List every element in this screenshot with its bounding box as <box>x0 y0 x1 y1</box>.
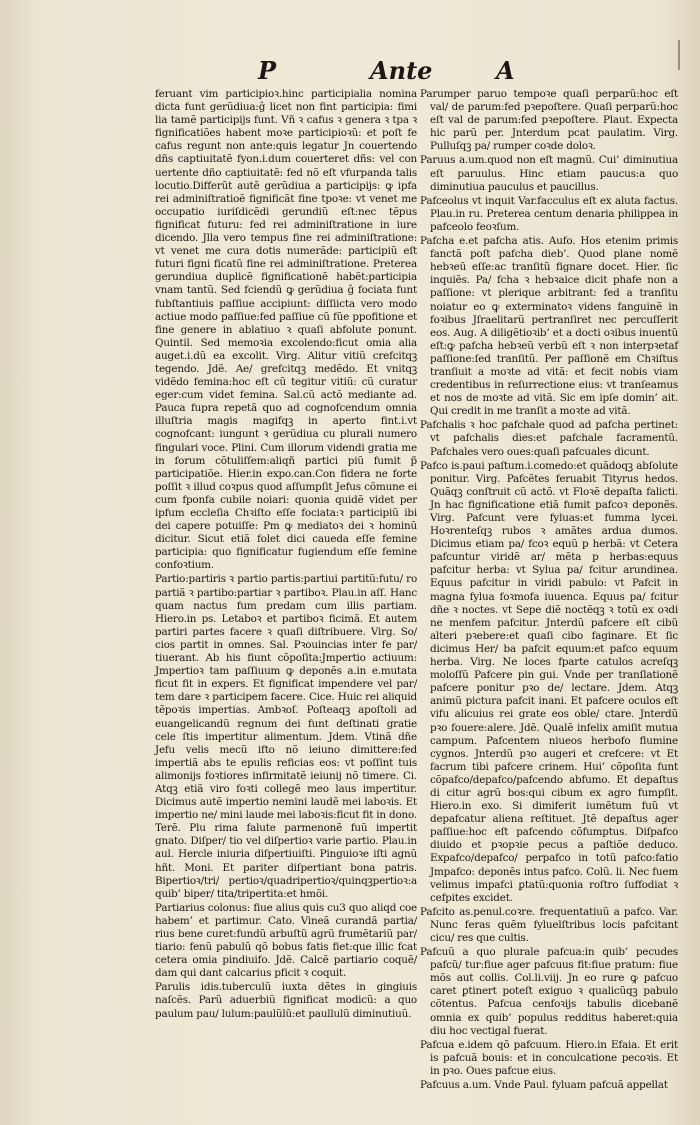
entry-paschalis: Pafchalis ꝛ hoc pafchale quod ad pafcha pertinet: vt pafchalis dies:et pafchale facramentũ. Pafchales vero oues:quaſi pafcuales dicunt. <box>420 419 678 458</box>
entry-pascha: Pafcha e.et pafcha atis. Aufo. Hos etenim primis fanctã poſt pafcha dieb’. Quod plane nomẽ hebꝛeũ eſſe:ac tranſitũ fignare docet. Hier. ſic inquiẽs. Pa/ fcha ꝛ hebꝛaice dicit phafe non a paſſione: vt plerique arbitrant: fed a tranſitu noiatur eo ꝙ exterminatoꝛ videns fanguinẽ in foꝛibus Jſraelitarũ pertranſiret nec percuſſerit eos. Aug. A diligẽtioꝛib’ et a docti oꝛibus inuentũ eſt:ꝙ pafcha hebꝛeũ verbũ eſt ꝛ non interpꝛetaf paſſione:ſed tranſitũ. Per paſſionẽ em Chꝛiſtus tranſiuit a moꝛte ad vitã: et fecit nobis viam credentibus in reſurrectione eius: vt tranſeamus et nos de moꝛte ad vitã. Sic em ipſe domin’ ait. Qui credit in me tranſit a moꝛte ad vitã. <box>420 235 678 418</box>
entry-parumper: Parumper paruo tempoꝛe quaſi perparũ:hoc eſt val/ de parum:fed pꝛepoſtere. Quaſi perparũ:hoc eſt val de parum:fed pꝛepoſtere. Plaut. Expecta hic parũ per. Jnterdum pcat paulatim. Virg. Pulluſqꝫ pa/ rumper coꝛde doloꝛ. <box>420 88 678 153</box>
entry-pascuum: Pafcuũ a quo plurale pafcua:in quib’ pecudes pafcũ/ tur:fiue ager pafcuus fit:fiue pratum: fiue mõs aut collis. Col.li.viij. Jn eo rure ꝙ pafcuo caret ꝑtinert poteſt exiguo ꝛ qualicũqꝫ pabulo cõtentus. Pafcua cenfoꝛijs tabulis dicebanẽ omnia ex quib’ populus redditus haberet:quia diu hoc vectigal fuerat. <box>420 946 678 1037</box>
entry-pasceolus: Pafceolus vt inquit Var.facculus eſt ex aluta factus. Plau.in ru. Preterea centum denaria philippea in pafceolo feoꝛſum. <box>420 194 678 233</box>
entry-partio: Partio:partiris ꝛ partio partis:partiui partitũ:futu/ ro partiã ꝛ partibo:partiar ꝛ partiboꝛ. Plau.in aſſ. Hanc quam nactus fum predam cum illis partiam. Hiero.in ps. Letaboꝛ et partiboꝛ ficimã. Et autem partiri partes facere ꝛ quaſi diſtribuere. Virg. So/ cios partit in omnes. Sal. Pꝛouincias inter fe par/ tiuerant. Ab his fiunt cõpoſita:Jmpertio actiuum: Jmpertioꝛ tam paſſiuum ꝙ deponẽs a.in e.mutata ficut fit in expers. Et fignificat impendere vel par/ tem dare ꝛ participem facere. Cice. Huic rei aliquid tẽpoꝛis impertias. Ambꝛoſ. Poſteaqꝫ apoſtoli ad euangelicandũ regnum dei funt deſtinati gratie cele ſtis impertitur alimentum. Jdem. Vtinã dñe Jefu velis mecũ ifto nõ ieiuno dimittere:fed impertiã abs te epulis reficias eos: vt poſſint tuis alimonijs foꝛtiores infirmitatẽ ieiunij nõ timere. Ci. Atqꝫ etiã viro foꝛti collegẽ meo laus impertitur. Dicimus autẽ impertio nemini laudẽ mei laboꝛis. Et impertio ne/ mini laude mei laboꝛis:ficut fit in dono. Terẽ. Plu rima falute parmenonẽ fuũ impertit gnato. Diſper/ tio vel diſpertioꝛ varie partio. Plau.in aul. Hercle iniuria diſpertiuiſti. Pinguioꝛe iſti agnũ hñt. Moni. Et pariter diſpertiant bona patris. Bipertioꝛ/tri/ pertioꝛ/quadripertioꝛ/quinqꝫpertioꝛ:a quib’ biper/ tita/tripertita:et hmõi. <box>155 573 417 900</box>
header-left-letter: P <box>258 56 277 85</box>
right-column <box>420 88 678 1093</box>
header-word: Ante <box>370 56 433 85</box>
entry-pascuus: Pafcuus a.um. Vnde Paul. fyluam pafcuã appellat <box>420 1079 668 1092</box>
entry-pascito: Pafcito as.penul.coꝛre. frequentatiuũ a pafco. Var. Nunc feras quẽm fyluelſtribus locis pafcitant cicu/ res que cultis. <box>420 905 678 944</box>
entry-participia: feruant vim participioꝛ.hinc participialia nomina dicta funt gerũdiua:ĝ licet non fint participia: fimi lia tamẽ participijs funt. Vñ ꝛ cafus ꝛ genera ꝛ tpa ꝛ fignificatiões habent moꝛe participioꝛũ: et poſt fe cafus regunt non ante:quis legatur Jn couertendo dñs captiuitatẽ fyon.i.dum couerteret dñs: vel con uertente dño captiuitatẽ: fed nõ eſt vfurpanda talis locutio.Differũt autẽ gerũdiua a participijs: ꝙ ipfa rei adminiſtratioẽ fignificãt fine tpoꝛe: vt venet me occupatio iuriſdicẽdi gerundiũ eſt:nec tẽpus fignificat futuru: fed rei adminiſtratione in iure dicendo. Jlla vero tempus fine rei adminiſtratione: vt venet me cura dotis numerãde: participiũ eſt futuri figni ficatũ fine rei adminiſtratione. Preterea gerundiua duplicẽ fignificationẽ habẽt:participia vnam tantũ. Sed fciendũ ꝙ gerũdiua ĝ fociata funt fubſtantiuis paſſiue accipiunt: diſſiicta vero modo actiue modo paſſiue:fed paſſiue cũ fũe ppofitione et fine genere in ablatiuo ꝛ quaſi abfolute ponunt. Quintil. Sed memoꝛia excolendo:ficut omia alia auget.i.dũ ea excolit. Virg. Alitur vitiũ crefcitqꝫ tegendo. Jdẽ. Ae/ grefcitqꝫ medẽdo. Et vnitqꝫ vidẽdo femina:hoc eſt cũ tegitur vitiũ: cũ curatur eger:cum videt femina. Sal.cũ actõ mediante ad. Pauca fupra repetã quo ad cognofcendum omnia illuſtria magis magifqꝫ in aperto fint.i.vt cognofcant: iungunt ꝛ gerũdiua cu plurali numero fingulari voce. Plini. Cum illorum videndi gratia me in forum cõtuliſſem:aliqñ partici piũ fumit p̃ participatiõe. Hier.in expo.can.Con fidera ne forte poſſit ꝛ illud coꝛpus quod aſſumpſit Jefus cõmune ei cum fponfa cubile noiari: quonia quidẽ videt per ipfum eccleſia Chꝛiſto eſſe fociata:ꝛ participiũ ibi dei capere potuiſſe: Pm ꝙ mediatoꝛ dei ꝛ hominũ dicitur. Sicut etiã folet dici caueda eſſe femine participia: quo fignificatur fugiendum eſſe femine confoꝛtium. <box>155 88 417 572</box>
entry-pascua: Pafcua e.idem qõ pafcuum. Hiero.in Efaia. Et erit is pafcuã bouis: et in conculcatione pecoꝛis. Et in pꝛo. Oues pafcue eius. <box>420 1038 678 1077</box>
entry-pasco: Pafco is.paui paſtum.i.comedo:et quãdoqꝫ abſolute ponitur. Virg. Pafcẽtes feruabit Tityrus hedos. Quãqꝫ conſtruit cũ actõ. vt Floꝛẽ depaſta falicti. Jn hac fignificatione etiã fumit pafcoꝛ deponẽs. Virg. Pafcunt vere fyluas:et fumma lycei. Hoꝛrenteſqꝫ rubos ꝛ amãtes ardua dumos. Dicimus etiam pa/ fcoꝛ equũ p herbã: vt Cetera pafcuntur viridẽ ar/ mẽta p herbas:equus pafcitur herba: vt Sylua pa/ fcitur arundinea. Equus pafcitur in viridi pabulo: vt Pafcit in magna fylua foꝛmofa iuuenca. Equus pa/ fcitur dñe ꝛ noctes. vt Sepe diẽ noctẽqꝫ ꝛ totũ ex oꝛdi ne menfem pafcitur. Jnterdũ pafcere eſt cibũ alteri pꝛebere:et quaſi cibo faginare. Et ſic dicimus Her/ ba pafcit equum:et pafco equum herba. Virg. Ne loces fparte catulos acreſqꝫ moloſſũ Pafcere pin gui. Vnde per tranſlationẽ pafcere ponitur pꝛo de/ lectare. Jdem. Atqꝫ animũ pictura pafcit inani. Et pafcere oculos eſt vifu alicuius rei grate eos oble/ ctare. Jnterdũ pꝛo fouere:alere. Jdẽ. Qualẽ infelix amiſit mutua campum. Pafcentem niueos herbofo flumine cygnos. Jnterdũ pꝛo augeri et crefcere: vt Et facrum tibi pafcere crinem. Hui’ cõpoſita funt cõpafco/depafco/pafcendo abfumo. Et depaſtus di citur agrũ bos:qui cibum ex agro fumpſit. Hiero.in exo. Si dimiferit iumẽtum fuũ vt depafcatur aliena reſtituet. Jtẽ depaſtus ager paſſiue:hoc eſt pafcendo cõfumptus. Diſpafco diuido et pꝛopꝛie pecus a paſtiõe deduco. Expafco/depafco/ perpafco in totũ pafco:fatio Jmpafco: deponẽs intus pafco. Colũ. li. Nec fuem velimus impafci ꝑtatũ:quonia roſtro ſuffodiat ꝛ cefpites excidet. <box>420 459 678 904</box>
header-right-letter: A <box>496 56 515 85</box>
entry-partiarius: Partiarius colonus: fiue alius quis cu3 quo aliqd coe habem’ et partimur. Cato. Vineã curandã partia/ rius bene curet:fundũ arbuſtũ agrũ frumẽtariũ par/ tiario: fenũ pabulũ qõ bobus fatis fiet:que illic fcat cetera omia pindiuifo. Jdẽ. Calcẽ partiario coquẽ/ dam qui dant calcarius pficit ꝛ coquit. <box>155 901 417 980</box>
left-column <box>155 88 417 1022</box>
entry-paruus: Paruus a.um.quod non eſt magnũ. Cui’ diminutiua eſt paruulus. Hinc etiam paucus:a quo diminutiua pauculus et paucillus. <box>420 154 678 193</box>
running-header <box>0 56 700 86</box>
entry-parulis: Parulis idis.tuberculũ iuxta dẽtes in gingiuis naſcẽs. Parũ aduerbiũ fignificat modicũ: a quo paulum pau/ lulum:paulũlũ:et paullulũ diminutiuũ. <box>155 981 417 1020</box>
